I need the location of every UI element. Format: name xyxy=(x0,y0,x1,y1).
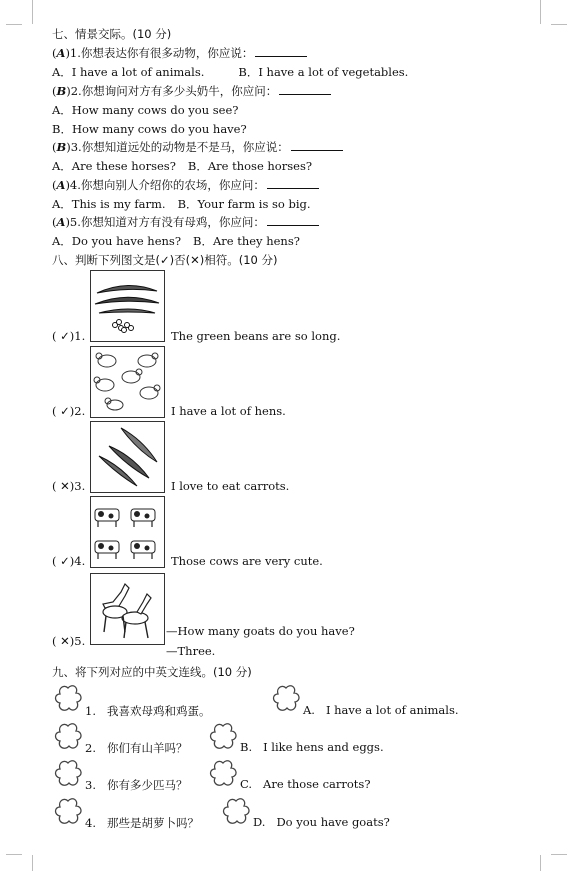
question-2: (B)2.你想询问对方有多少头奶牛，你应问： xyxy=(52,84,331,98)
answer-blank xyxy=(267,215,319,226)
question-4: (A)4.你想向别人介绍你的农场，你应问： xyxy=(52,178,319,192)
answer: B xyxy=(56,84,67,98)
flower-icon xyxy=(207,722,239,752)
judge-text-4: Those cows are very cute. xyxy=(171,554,323,568)
green-beans-picture xyxy=(90,270,165,342)
question-5: (A)5.你想知道对方有没有母鸡，你应问： xyxy=(52,215,319,229)
judge-mark-3: ( ✕)3. xyxy=(52,479,86,493)
question-2-option-b: B．How many cows do you have? xyxy=(52,122,247,136)
answer: A xyxy=(56,46,66,60)
horses-picture xyxy=(90,573,165,645)
crop-mark-top-right xyxy=(551,14,567,25)
section9-heading: 九、将下列对应的中英文连线。(10 分) xyxy=(52,665,252,679)
crop-mark-top-right xyxy=(540,0,551,24)
judge-text-5: —How many goats do you have? xyxy=(166,624,355,638)
crop-mark-bottom-left xyxy=(22,855,33,871)
judge-mark-1: ( ✓)1. xyxy=(52,329,86,343)
question-3-options: A．Are these horses? B．Are those horses? xyxy=(52,159,313,173)
crop-mark-bottom-left xyxy=(6,854,22,865)
match-right-a: A. I have a lot of animals. xyxy=(303,703,459,717)
match-right-d: D. Do you have goats? xyxy=(253,815,390,829)
match-left-4: 4. 那些是胡萝卜吗？ xyxy=(85,816,199,830)
match-right-c: C. Are those carrots? xyxy=(240,777,371,791)
match-left-1: 1. 我喜欢母鸡和鸡蛋。 xyxy=(85,704,211,718)
crop-mark-top-left xyxy=(22,0,33,24)
answer-blank xyxy=(291,140,343,151)
flower-icon xyxy=(52,684,84,714)
question-4-options: A．This is my farm. B．Your farm is so big. xyxy=(52,197,311,211)
question-2-option-a: A．How many cows do you see? xyxy=(52,103,239,117)
hens-picture xyxy=(90,346,165,418)
flower-icon xyxy=(52,722,84,752)
section8-heading: 八、判断下列图文是(✓)否(✕)相符。(10 分) xyxy=(52,253,278,267)
flower-icon xyxy=(270,684,302,714)
answer-blank xyxy=(255,46,307,57)
beans-icon xyxy=(91,422,164,492)
cows-icon xyxy=(91,497,164,567)
crop-mark-bottom-right xyxy=(551,854,567,865)
flower-icon xyxy=(207,759,239,789)
judge-text-1: The green beans are so long. xyxy=(171,329,341,343)
answer: B xyxy=(56,140,67,154)
question-3: (B)3.你想知道远处的动物是不是马，你应说： xyxy=(52,140,343,154)
answer-blank xyxy=(279,84,331,95)
green-beans-icon xyxy=(91,271,164,341)
flower-icon xyxy=(52,759,84,789)
question-1-options: A．I have a lot of animals. B．I have a lot of vegetables. xyxy=(52,65,409,79)
beans-picture xyxy=(90,421,165,493)
crop-mark-top-left xyxy=(6,14,22,25)
hens-icon xyxy=(91,347,164,417)
flower-icon xyxy=(220,797,252,827)
judge-text-2: I have a lot of hens. xyxy=(171,404,286,418)
judge-text-3: I love to eat carrots. xyxy=(171,479,290,493)
answer: A xyxy=(56,178,66,192)
question-5-options: A．Do you have hens? B．Are they hens? xyxy=(52,234,300,248)
flower-icon xyxy=(52,797,84,827)
horses-icon xyxy=(91,574,164,644)
judge-text-5-reply: —Three. xyxy=(166,644,216,658)
answer: A xyxy=(56,215,66,229)
match-right-b: B. I like hens and eggs. xyxy=(240,740,384,754)
judge-mark-2: ( ✓)2. xyxy=(52,404,86,418)
question-1: (A)1.你想表达你有很多动物，你应说： xyxy=(52,46,307,60)
match-left-3: 3. 你有多少匹马？ xyxy=(85,778,188,792)
crop-mark-bottom-right xyxy=(540,855,551,871)
judge-mark-5: ( ✕)5. xyxy=(52,634,86,648)
match-left-2: 2. 你们有山羊吗？ xyxy=(85,741,188,755)
section7-heading: 七、情景交际。(10 分) xyxy=(52,27,172,41)
answer-blank xyxy=(267,178,319,189)
judge-mark-4: ( ✓)4. xyxy=(52,554,86,568)
cows-picture xyxy=(90,496,165,568)
